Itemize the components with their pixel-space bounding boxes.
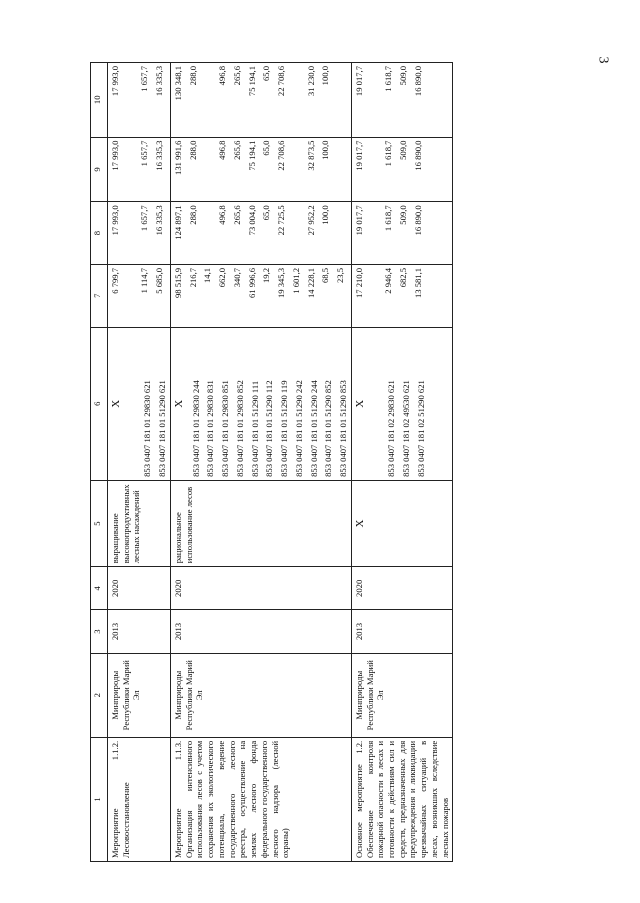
cell-line: 22 725,5 [276,205,287,236]
column-header: 2 [91,653,108,737]
cell-line [202,66,213,134]
column-header: 1 [91,737,108,861]
column-header: 10 [91,63,108,138]
measure-cell: Мероприятие 1.1.2. Лесовосстановление [108,737,171,861]
executor-cell: Минприроды Республики Марий Эл [170,653,351,737]
cell-line: 853 0407 181 01 51290 853 [338,380,349,477]
cell-line: 130 348,1 [172,66,183,101]
cell-line: 22 708,6 [276,66,287,97]
cell-line: 31 230,0 [305,66,316,97]
budget-code-cell [170,327,351,480]
table-row [170,63,351,862]
cell-line: 853 0407 181 01 29830 831 [205,380,216,477]
cell-line: 1 657,7 [139,66,150,92]
start-year-cell: 2013 [170,610,351,653]
cell-line: 65,0 [261,205,272,221]
cell-line: 100,0 [320,205,331,225]
cell-line: 216,7 [187,267,198,288]
column-header: 4 [91,567,108,610]
cell-line: 19 345,3 [276,267,287,299]
value-col9-cell [170,137,351,202]
cell-line: 340,7 [231,267,242,288]
cell-line: 14 228,1 [305,267,316,299]
value-col7-cell [170,264,351,327]
value-col9-cell [108,137,171,202]
cell-line: 16 335,3 [154,205,165,236]
cell-line: 100,0 [320,66,331,86]
cell-line: 61 996,6 [246,267,257,299]
page-number: 3 [595,56,611,64]
cell-line: 853 0407 181 01 51290 112 [264,380,275,477]
cell-line [125,66,136,134]
value-col7-cell [108,264,171,327]
cell-line [202,141,213,199]
expected-result-cell: выращивание высокопродуктивных лесных насаждений [108,480,171,566]
value-col10-cell [351,63,453,138]
column-number-row [91,63,108,862]
value-col8-cell [170,202,351,265]
cell-line: 265,6 [231,66,242,86]
cell-line: 662,0 [217,267,228,288]
cell-line: 1 601,2 [290,267,301,294]
cell-line: 853 0407 181 02 29830 621 [386,380,397,477]
cell-line: 1 657,7 [139,140,150,167]
cell-line: X [110,399,122,408]
cell-line [291,66,302,134]
cell-line: 288,0 [187,140,198,160]
cell-line: 853 0407 181 01 29830 851 [220,380,231,477]
cell-line: 853 0407 181 01 51290 111 [249,380,260,477]
start-year-cell: 2013 [108,610,171,653]
expected-result-cell: рациональное использование лесов [170,480,351,566]
executor-cell: Минприроды Республики Марий Эл [351,653,453,737]
column-header: 5 [91,480,108,566]
budget-code-cell [108,327,171,480]
cell-line [369,205,380,261]
cell-line: 853 0407 181 01 29830 852 [234,380,245,477]
cell-line: 853 0407 181 01 29830 621 [142,380,153,477]
cell-line: 509,0 [397,66,408,86]
column-header: 3 [91,610,108,653]
cell-line [372,331,383,477]
column-header: 9 [91,137,108,202]
cell-line: 853 0407 181 01 51290 244 [308,380,319,477]
cell-line: 73 004,0 [246,205,257,236]
cell-line: 16 335,3 [154,140,165,171]
cell-line: 32 873,5 [305,140,316,171]
start-year-cell: 2013 [351,610,453,653]
cell-line: X [172,399,185,408]
cell-line: 124 897,1 [172,205,183,240]
cell-line: 853 0407 181 01 51290 852 [323,380,334,477]
cell-line: 23,5 [335,267,346,283]
budget-code-cell [351,327,453,480]
cell-line: 1 618,7 [383,205,394,232]
column-header: 6 [91,327,108,480]
cell-line: 853 0407 181 01 29830 244 [190,380,201,477]
measure-cell: Основное мероприятие 1.2. Обеспечение контроля пожарной опасности в лесах и готовности к действиям сил и средств, предназначенных для предупреждения и ликвидации чрезвычайных ситуаций в лесах, возникших вследствие лесных пожаров [351,737,453,861]
column-header: 8 [91,202,108,265]
cell-line: 100,0 [320,140,331,160]
value-col7-cell [351,264,453,327]
value-col10-cell [170,63,351,138]
cell-line: 1 618,7 [383,66,394,92]
cell-line: 19 017,7 [353,205,364,236]
cell-line: 496,8 [217,205,228,225]
end-year-cell: 2020 [351,567,453,610]
cell-line [369,268,380,324]
cell-line [202,205,213,261]
cell-line: 16 335,3 [154,66,165,97]
rotated-page-content [90,62,590,862]
table-row [351,63,453,862]
cell-line [369,66,380,134]
table-row [108,63,171,862]
cell-line: 1 114,7 [139,267,150,294]
cell-line: 16 890,0 [412,140,423,171]
cell-line: 265,6 [231,205,242,225]
cell-line: 68,5 [320,267,331,283]
cell-line: 853 0407 181 01 51290 242 [293,380,304,477]
cell-line: 853 0407 181 01 51290 119 [279,380,290,477]
cell-line: 853 0407 181 02 49530 621 [401,380,411,477]
cell-line: 131 991,6 [172,140,183,175]
cell-line: 682,5 [397,267,408,288]
cell-line [369,141,380,199]
cell-line: 17 993,0 [110,140,120,171]
cell-line: 17 210,0 [353,267,364,299]
cell-line: 496,8 [217,66,228,86]
cell-line: 19,2 [261,267,272,283]
cell-line: 14,1 [202,267,213,283]
cell-line [335,205,346,261]
cell-line: 509,0 [397,140,408,160]
cell-line: 496,8 [217,140,228,160]
column-header: 7 [91,264,108,327]
cell-line: 1 618,7 [383,140,394,167]
end-year-cell: 2020 [108,567,171,610]
cell-line: 75 194,1 [246,66,257,97]
cell-line: 75 194,1 [246,140,257,171]
cell-line: X [353,399,366,408]
program-measures-table [90,62,453,862]
cell-line [128,331,139,477]
cell-line: 65,0 [261,140,272,156]
cell-line [291,141,302,199]
cell-line: 509,0 [397,205,408,225]
value-col8-cell [108,202,171,265]
cell-line: 19 017,7 [353,140,364,171]
cell-line [125,205,136,261]
end-year-cell: 2020 [170,567,351,610]
cell-line: 5 685,0 [154,267,165,294]
cell-line: 853 0407 181 01 51290 621 [157,380,168,477]
cell-line: 288,0 [187,66,198,86]
cell-line: 19 017,7 [353,66,364,97]
cell-line: 98 515,9 [172,267,183,299]
value-col10-cell [108,63,171,138]
expected-result-cell: X [351,480,453,566]
cell-line: 853 0407 181 02 51290 621 [415,380,426,477]
cell-line: 27 952,2 [305,205,316,236]
cell-line: 22 708,6 [276,140,287,171]
cell-line: 2 946,4 [383,267,394,294]
cell-line: 65,0 [261,66,272,82]
cell-line: 16 890,0 [412,205,423,236]
cell-line [335,66,346,134]
cell-line: 17 993,0 [110,205,120,236]
cell-line: 16 890,0 [412,66,423,97]
measure-cell: Мероприятие 1.1.3. Организация интенсивного использования лесов с учетом сохранения их экологического потенциала, ведение государственного лесного реестра, осуществление на землях лесного фонда федерального государственного лесного надзора (лесной охраны) [170,737,351,861]
cell-line [291,205,302,261]
cell-line: 13 581,1 [412,267,423,299]
cell-line: 6 799,7 [110,267,120,294]
cell-line [335,141,346,199]
cell-line: 1 657,7 [139,205,150,232]
cell-line [125,141,136,199]
value-col8-cell [351,202,453,265]
value-col9-cell [351,137,453,202]
cell-line: 288,0 [187,205,198,225]
cell-line: 265,6 [231,140,242,160]
cell-line [125,268,136,324]
executor-cell: Минприроды Республики Марий Эл [108,653,171,737]
cell-line: 17 993,0 [110,66,120,97]
